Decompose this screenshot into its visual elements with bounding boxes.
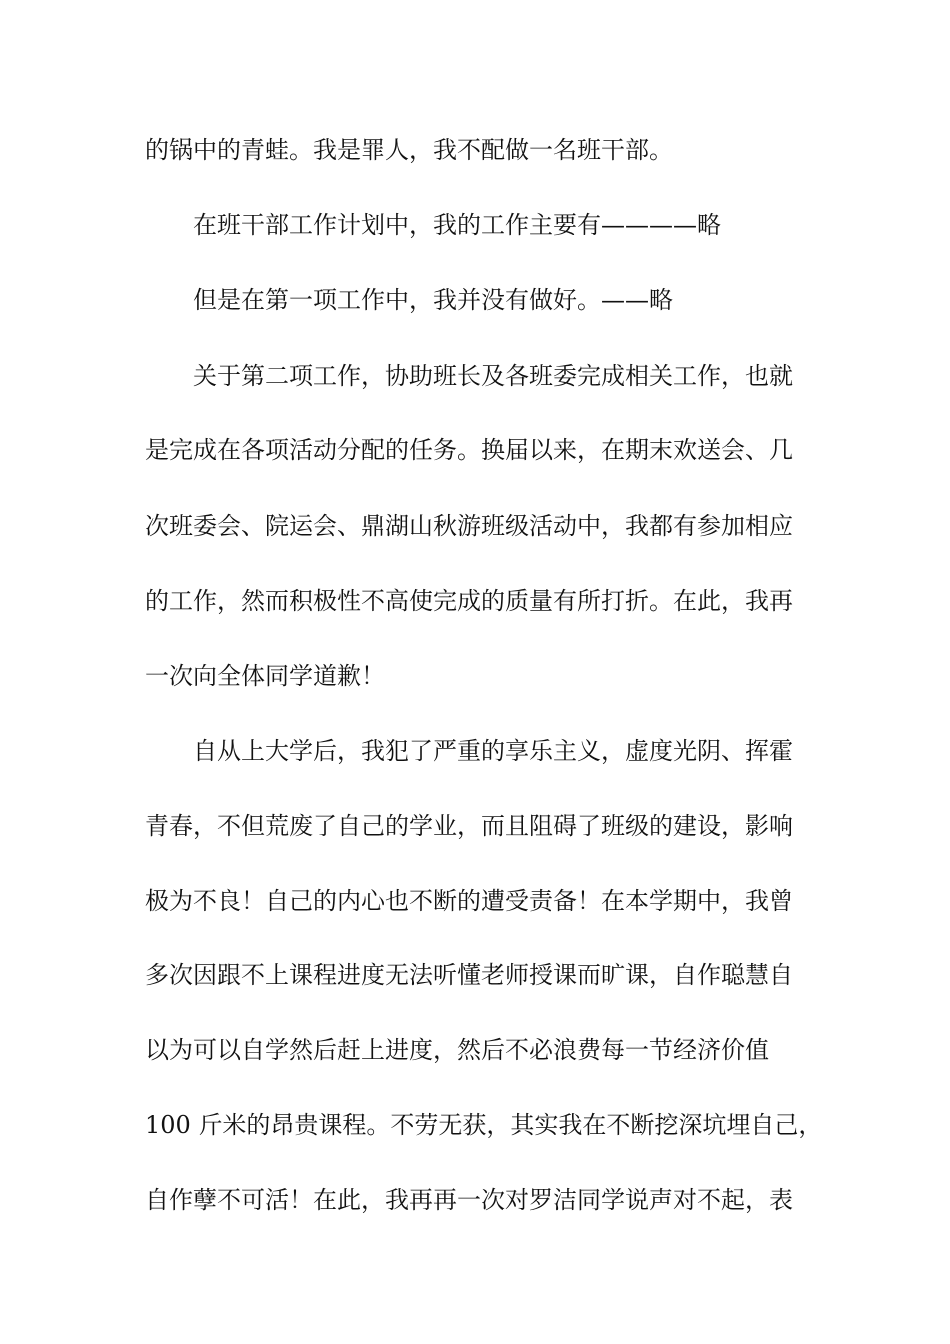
paragraph-line-9: 自从上大学后，我犯了严重的享乐主义，虚度光阴、挥霍 xyxy=(193,737,793,765)
text-line-10: 青春，不但荒废了自己的学业，而且阻碍了班级的建设，影响 xyxy=(145,812,793,840)
text-line-14: 100 斤米的昂贵课程。不劳无获，其实我在不断挖深坑埋自己， xyxy=(145,1111,823,1139)
text-line-6: 次班委会、院运会、鼎湖山秋游班级活动中，我都有参加相应 xyxy=(145,512,793,540)
text-line-11: 极为不良！自己的内心也不断的遭受责备！在本学期中，我曾 xyxy=(145,887,793,915)
text-line-15: 自作孽不可活！在此，我再再一次对罗洁同学说声对不起，表 xyxy=(145,1186,793,1214)
paragraph-line-2: 在班干部工作计划中，我的工作主要有————略 xyxy=(193,211,721,239)
text-line-5: 是完成在各项活动分配的任务。换届以来，在期末欢送会、几 xyxy=(145,436,793,464)
paragraph-line-3: 但是在第一项工作中，我并没有做好。——略 xyxy=(193,286,673,314)
text-line-7: 的工作，然而积极性不高使完成的质量有所打折。在此，我再 xyxy=(145,587,793,615)
paragraph-line-4: 关于第二项工作，协助班长及各班委完成相关工作，也就 xyxy=(193,362,793,390)
text-line-1: 的锅中的青蛙。我是罪人，我不配做一名班干部。 xyxy=(145,136,673,164)
text-line-12: 多次因跟不上课程进度无法听懂老师授课而旷课，自作聪慧自 xyxy=(145,961,793,989)
text-line-13: 以为可以自学然后赶上进度，然后不必浪费每一节经济价值 xyxy=(145,1036,769,1064)
text-line-8: 一次向全体同学道歉！ xyxy=(145,662,385,690)
